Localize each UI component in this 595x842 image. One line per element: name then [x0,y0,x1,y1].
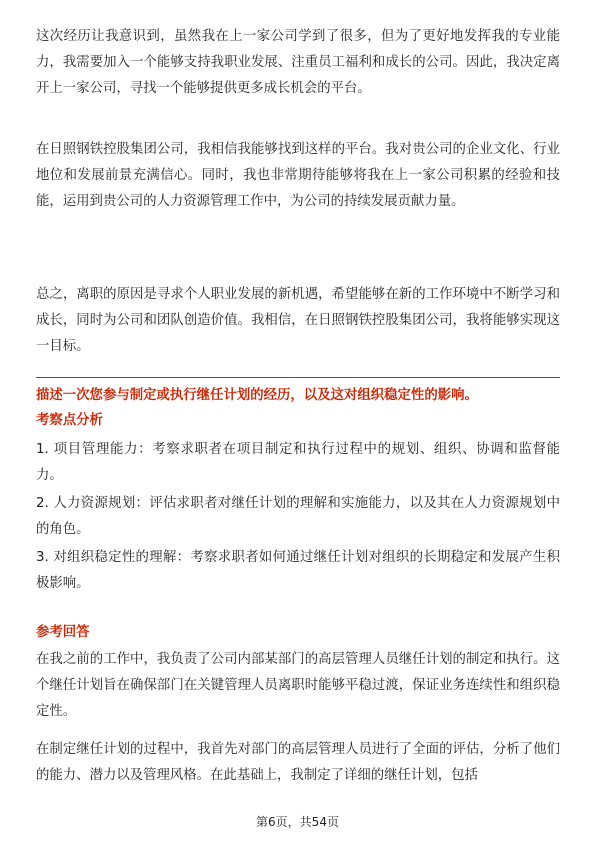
answer-paragraph-1: 在我之前的工作中，我负责了公司内部某部门的高层管理人员继任计划的制定和执行。这个继任计划旨在确保部门在关键管理人员离职时能够平稳过渡，保证业务连续性和组织稳定性。 [36,652,560,719]
page-number: 第6页，共54页 [256,815,339,829]
section-divider [36,377,560,378]
analysis-item-3: 3. 对组织稳定性的理解：考察求职者如何通过继任计划对组织的长期稳定和发展产生积极影响。 [36,550,560,591]
answer-paragraph-2: 在制定继任计划的过程中，我首先对部门的高层管理人员进行了全面的评估，分析了他们的能力、潜力以及管理风格。在此基础上，我制定了详细的继任计划，包括 [36,742,560,783]
analysis-heading: 考察点分析 [36,413,103,428]
body-paragraph-2: 在日照钢铁控股集团公司，我相信我能够找到这样的平台。我对贵公司的企业文化、行业地位和发展前景充满信心。同时，我也非常期待能够将我在上一家公司积累的经验和技能，运用到贵公司的人力资源管理工作中，为公司的持续发展贡献力量。 [36,142,560,209]
body-paragraph-1: 这次经历让我意识到，虽然我在上一家公司学到了很多，但为了更好地发挥我的专业能力，我需要加入一个能够支持我职业发展、注重员工福利和成长的公司。因此，我决定离开上一家公司，寻找一个能够提供更多成长机会的平台。 [36,29,560,96]
answer-heading: 参考回答 [36,625,90,640]
question-title: 描述一次您参与制定或执行继任计划的经历，以及这对组织稳定性的影响。 [36,388,478,403]
analysis-item-1: 1. 项目管理能力：考察求职者在项目制定和执行过程中的规划、组织、协调和监督能力。 [36,442,560,483]
body-paragraph-3: 总之，离职的原因是寻求个人职业发展的新机遇，希望能够在新的工作环境中不断学习和成长，同时为公司和团队创造价值。我相信，在日照钢铁控股集团公司，我将能够实现这一目标。 [36,287,560,354]
analysis-item-2: 2. 人力资源规划：评估求职者对继任计划的理解和实施能力，以及其在人力资源规划中的角色。 [36,496,560,537]
analysis-list [36,437,560,597]
